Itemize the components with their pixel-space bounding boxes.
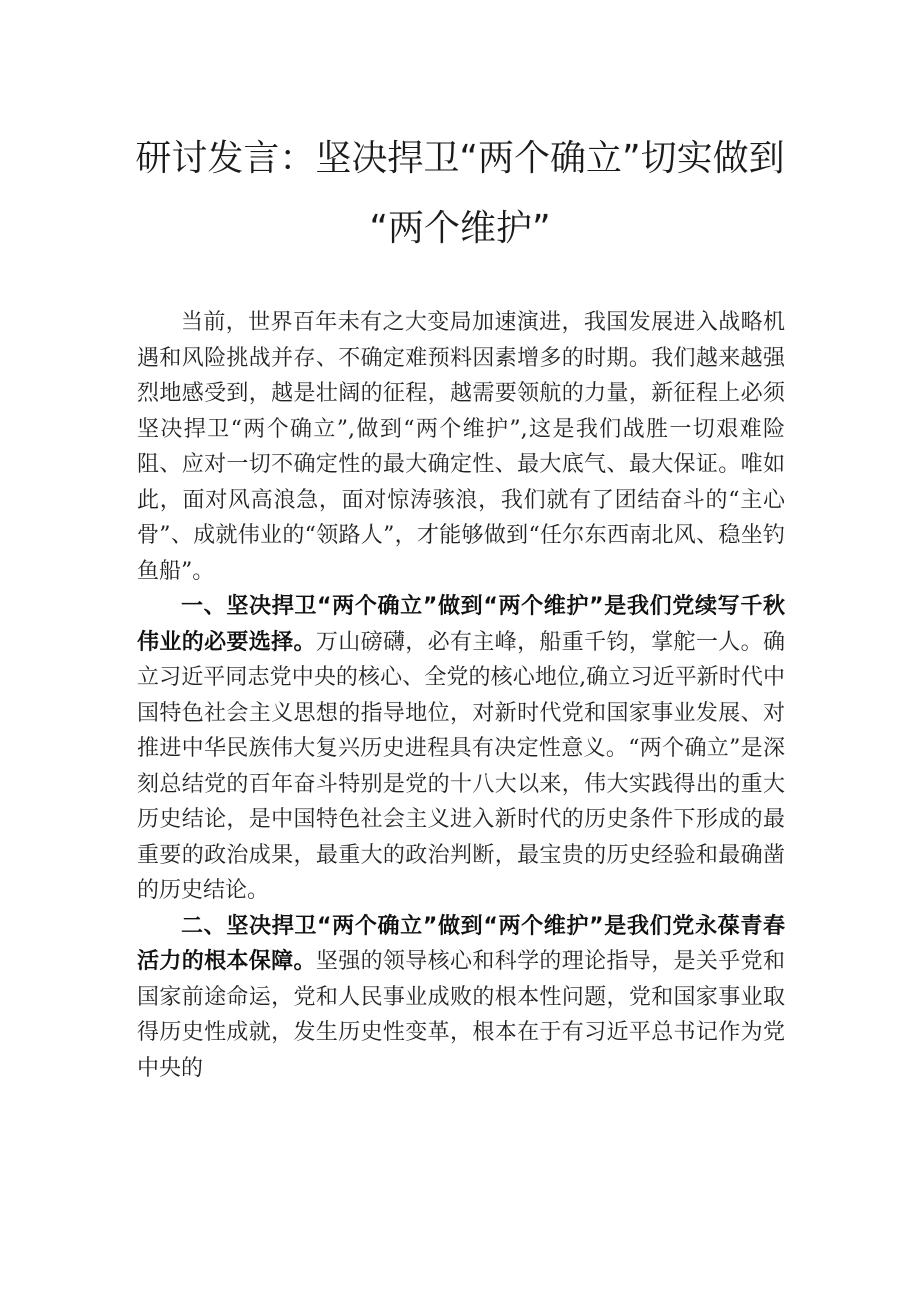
- paragraph-section-2: [137, 909, 785, 1087]
- paragraph-section-1: [137, 589, 785, 909]
- document-title-line-1: 研讨发言：坚决捍卫“两个确立”切实做到: [135, 138, 785, 179]
- section-heading: 一、坚决捍卫“两个确立”做到“两个维护”是我们党续写千秋伟业的必要选择。: [137, 594, 785, 655]
- paragraph-text: 坚强的领导核心和科学的理论指导，是关乎党和国家前途命运，党和人民事业成败的根本性问题，党和国家事业取得历史性成就，发生历史性变革，根本在于有习近平总书记作为党中央的: [137, 949, 785, 1081]
- paragraph-text: 当前，世界百年未有之大变局加速演进，我国发展进入战略机遇和风险挑战并存、不确定难预料因素增多的时期。我们越来越强烈地感受到，越是壮阔的征程，越需要领航的力量，新征程上必须坚决捍卫“两个确立”,做到“两个维护”,这是我们战胜一切艰难险阻、应对一切不确定性的最大确定性、最大底气、最大保证。唯如此，面对风高浪急，面对惊涛骇浪，我们就有了团结奋斗的“主心骨”、成就伟业的“领路人”，才能够做到“任尔东西南北风、稳坐钓鱼船”。: [137, 310, 785, 584]
- document-body: [137, 305, 785, 1086]
- section-heading: 二、坚决捍卫“两个确立”做到“两个维护”是我们党永葆青春活力的根本保障。: [137, 913, 785, 974]
- document-title-line-2: “两个维护”: [369, 208, 551, 249]
- paragraph-intro: [137, 305, 785, 589]
- paragraph-text: 万山磅礴，必有主峰，船重千钧，掌舵一人。确立习近平同志党中央的核心、全党的核心地位,确立习近平新时代中国特色社会主义思想的指导地位，对新时代党和国家事业发展、对推进中华民族伟大复兴历史进程具有决定性意义。“两个确立”是深刻总结党的百年奋斗特别是党的十八大以来，伟大实践得出的重大历史结论，是中国特色社会主义进入新时代的历史条件下形成的最重要的政治成果，最重大的政治判断，最宝贵的历史经验和最确凿的历史结论。: [137, 629, 785, 903]
